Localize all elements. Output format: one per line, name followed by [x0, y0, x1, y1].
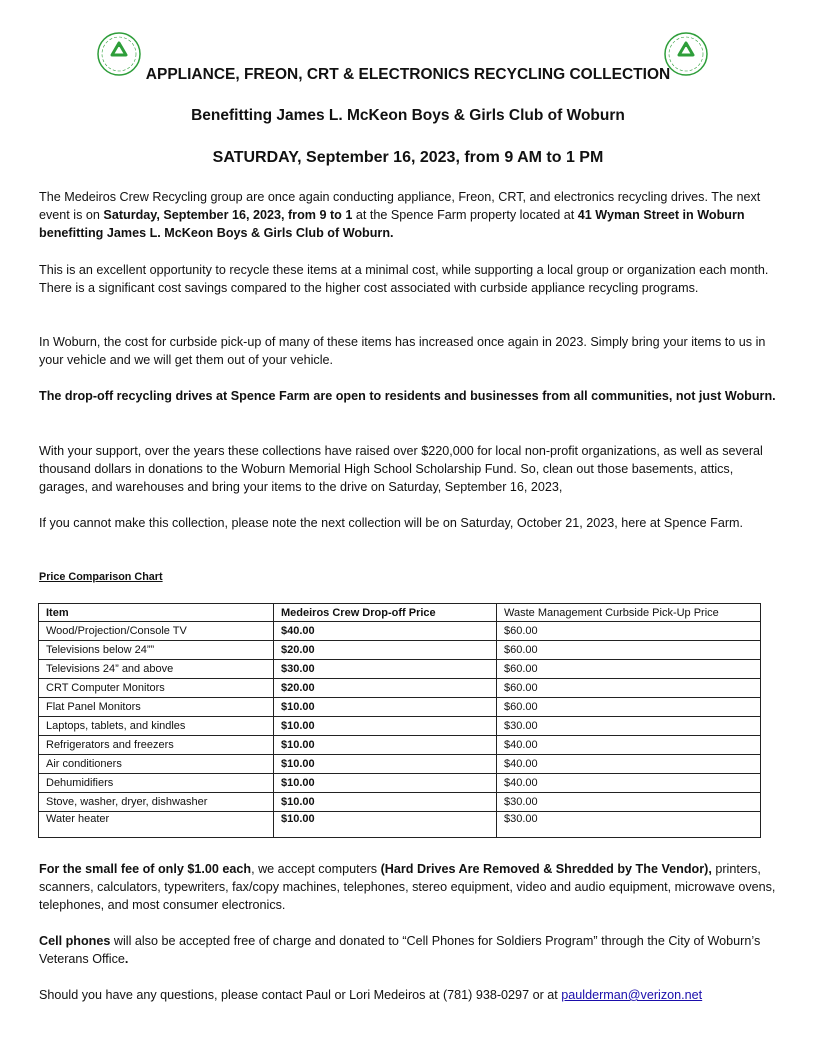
cell-medeiros-price: $10.00: [274, 755, 497, 774]
curbside-paragraph: In Woburn, the cost for curbside pick-up of many of these items has increased once again in 2023. Simply bring your items to us in your vehicle and we will get them out of your vehicle.: [39, 335, 766, 367]
contact-paragraph: [39, 986, 779, 1004]
cell-medeiros-price: $10.00: [274, 793, 497, 812]
price-chart-label: Price Comparison Chart: [39, 571, 163, 583]
open-to-all-paragraph: [39, 387, 779, 405]
support-paragraph: With your support, over the years these collections have raised over $220,000 for local non-profit organizations, as well as several thousand dollars in donations to the Woburn Memorial High School Scholarship Fund. So, clean out those basements, attics, garages, and warehouses and bring your items to the drive on Saturday, September 16, 2023,: [39, 444, 763, 494]
event-location: 41 Wyman Street in Woburn benefitting James L. McKeon Boys & Girls Club of Woburn.: [39, 208, 745, 240]
cell-item: Flat Panel Monitors: [39, 698, 274, 717]
table-row: [39, 622, 761, 641]
cell-medeiros-price: $20.00: [274, 679, 497, 698]
header-medeiros-price: Medeiros Crew Drop-off Price: [274, 604, 497, 622]
cell-medeiros-price: $40.00: [274, 622, 497, 641]
table-row: [39, 793, 761, 812]
cell-waste-mgmt-price: $60.00: [497, 698, 761, 717]
intro-paragraph: [39, 188, 779, 242]
intro-text-2: at the Spence Farm property located at: [352, 208, 578, 222]
small-fee-text: For the small fee of only $1.00 each: [39, 862, 252, 876]
event-date-line: SATURDAY, September 16, 2023, from 9 AM to 1 PM: [212, 149, 604, 166]
cell-waste-mgmt-price: $60.00: [497, 622, 761, 641]
cell-item: Televisions below 24””: [39, 641, 274, 660]
table-row: [39, 698, 761, 717]
table-row: [39, 755, 761, 774]
cell-item: Stove, washer, dryer, dishwasher: [39, 793, 274, 812]
accepted-items-text: printers, scanners, calculators, typewriters, fax/copy machines, telephones, stereo equipment, video and audio equipment, microwave ovens, telephones, and most consumer electronics.: [39, 862, 776, 912]
email-link[interactable]: paulderman@verizon.net: [561, 988, 703, 1002]
table-row: [39, 812, 761, 838]
table-row: [39, 717, 761, 736]
opportunity-paragraph: This is an excellent opportunity to recycle these items at a minimal cost, while supporting a local group or organization each month. There is a significant cost savings compared to the higher cost associated with curbside appliance recycling programs.: [39, 263, 769, 295]
cell-waste-mgmt-price: $40.00: [497, 736, 761, 755]
cell-medeiros-price: $10.00: [274, 812, 497, 838]
cell-phones-period: .: [124, 952, 129, 966]
cell-item: Laptops, tablets, and kindles: [39, 717, 274, 736]
cell-waste-mgmt-price: $60.00: [497, 660, 761, 679]
cell-waste-mgmt-price: $30.00: [497, 793, 761, 812]
table-row: [39, 736, 761, 755]
cell-waste-mgmt-price: $40.00: [497, 774, 761, 793]
table-header-row: [39, 604, 761, 622]
open-to-all-text: The drop-off recycling drives at Spence Farm are open to residents and businesses from all communities, not just Woburn.: [39, 389, 776, 403]
cell-item: Dehumidifiers: [39, 774, 274, 793]
table-row: [39, 679, 761, 698]
header-waste-mgmt-price: Waste Management Curbside Pick-Up Price: [497, 604, 761, 622]
contact-text: Should you have any questions, please contact Paul or Lori Medeiros at (781) 938-0297 or at: [39, 988, 562, 1002]
cell-waste-mgmt-price: $30.00: [497, 812, 761, 838]
small-fee-paragraph: [39, 860, 779, 914]
table-row: [39, 660, 761, 679]
cell-medeiros-price: $10.00: [274, 698, 497, 717]
cell-medeiros-price: $10.00: [274, 774, 497, 793]
cell-medeiros-price: $30.00: [274, 660, 497, 679]
cell-waste-mgmt-price: $60.00: [497, 679, 761, 698]
cell-item: Televisions 24” and above: [39, 660, 274, 679]
cell-waste-mgmt-price: $40.00: [497, 755, 761, 774]
page-title: APPLIANCE, FREON, CRT & ELECTRONICS RECYCLING COLLECTION: [145, 66, 671, 83]
cell-item: Refrigerators and freezers: [39, 736, 274, 755]
accept-text: , we accept computers: [251, 862, 381, 876]
cell-waste-mgmt-price: $30.00: [497, 717, 761, 736]
price-comparison-table: [38, 603, 761, 838]
cell-item: CRT Computer Monitors: [39, 679, 274, 698]
page-subtitle: Benefitting James L. McKeon Boys & Girls Club of Woburn: [191, 107, 625, 124]
cell-phones-label: Cell phones: [39, 934, 111, 948]
cell-waste-mgmt-price: $60.00: [497, 641, 761, 660]
cell-phones-text: will also be accepted free of charge and donated to “Cell Phones for Soldiers Program” through the City of Woburn’s Veterans Office: [39, 934, 761, 966]
intro-text: The Medeiros Crew Recycling group are once again conducting appliance, Freon, CRT, and electronics recycling drives. The next event is on: [39, 190, 761, 222]
cell-item: Wood/Projection/Console TV: [39, 622, 274, 641]
cell-medeiros-price: $20.00: [274, 641, 497, 660]
cell-item: Water heater: [39, 812, 274, 838]
table-row: [39, 641, 761, 660]
cell-medeiros-price: $10.00: [274, 736, 497, 755]
next-collection-paragraph: If you cannot make this collection, please note the next collection will be on Saturday, October 21, 2023, here at Spence Farm.: [39, 516, 744, 530]
cell-item: Air conditioners: [39, 755, 274, 774]
event-date: Saturday, September 16, 2023, from 9 to 1: [103, 208, 353, 222]
cell-phones-paragraph: [39, 932, 779, 968]
table-row: [39, 774, 761, 793]
hard-drive-note: (Hard Drives Are Removed & Shredded by The Vendor),: [380, 862, 712, 876]
cell-medeiros-price: $10.00: [274, 717, 497, 736]
header-item: Item: [39, 604, 274, 622]
